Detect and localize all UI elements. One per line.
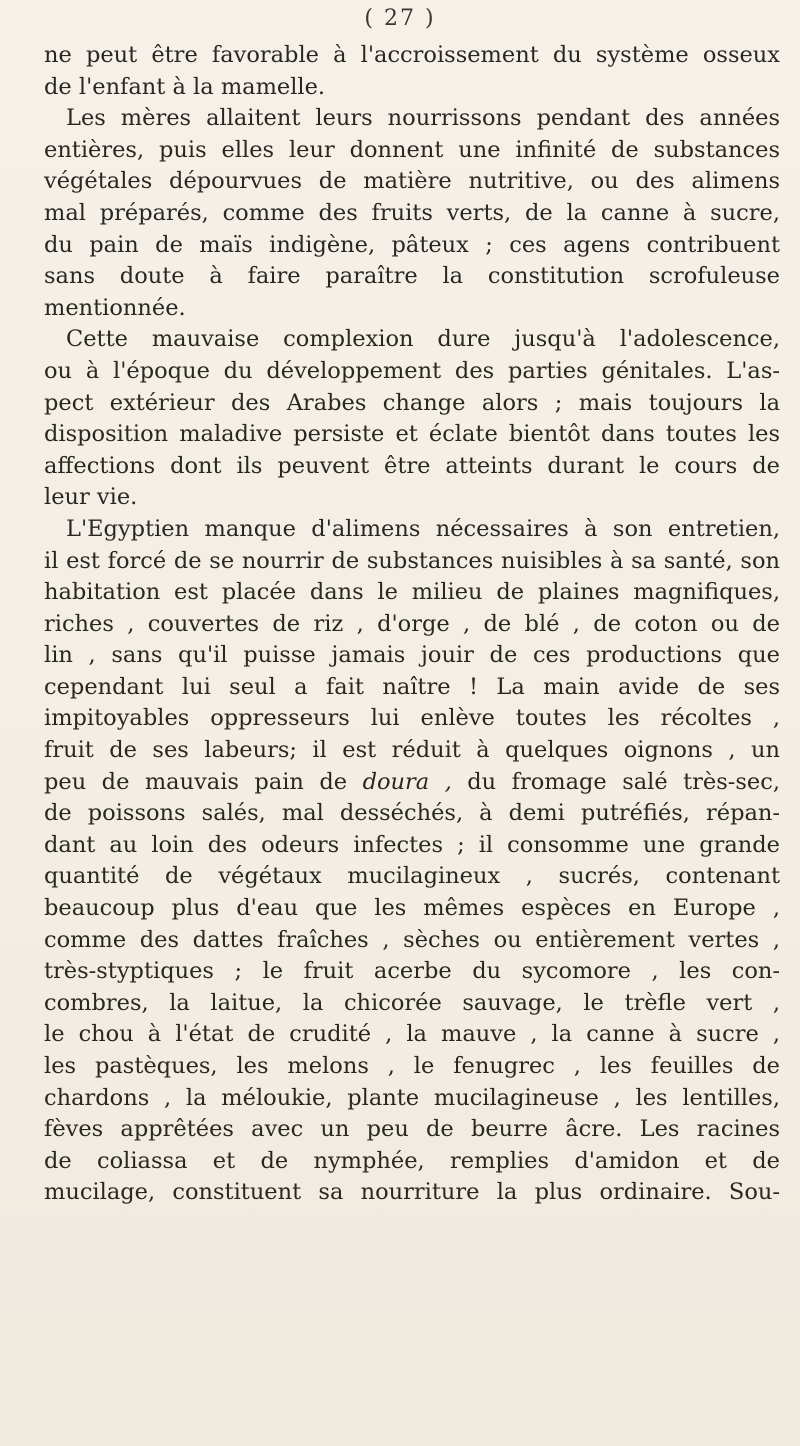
text-segment: peu de mauvais pain de (44, 768, 363, 795)
text-line: L'Egyptien manque d'alimens nécessaires à son entretien, (66, 515, 780, 542)
text-line: fèves apprêtées avec un peu de beurre âcre. Les racines (44, 1116, 780, 1143)
text-line: sans doute à faire paraître la constitution scrofuleuse (44, 263, 780, 290)
text-line: ou à l'époque du développement des parties génitales. L'as- (44, 357, 780, 384)
text-line: de coliassa et de nymphée, remplies d'amidon et de (44, 1147, 780, 1174)
text-line: très-styptiques ; le fruit acerbe du sycomore , les con- (44, 958, 780, 985)
text-line: quantité de végétaux mucilagineux , sucrés, contenant (44, 863, 780, 890)
text-line: chardons , la méloukie, plante mucilagineuse , les lentilles, (44, 1084, 780, 1111)
text-line: de poissons salés, mal desséchés, à demi putréfiés, répan- (44, 800, 780, 827)
text-line: Cette mauvaise complexion dure jusqu'à l'adolescence, (66, 326, 780, 353)
text-line (44, 767, 780, 799)
text-line: fruit de ses labeurs; il est réduit à quelques oignons , un (44, 737, 780, 764)
text-line: les pastèques, les melons , le fenugrec , les feuilles de (44, 1053, 780, 1079)
text-line: mucilage, constituent sa nourriture la plus ordinaire. Sou- (44, 1179, 780, 1206)
text-line: disposition maladive persiste et éclate bientôt dans toutes les (44, 421, 780, 448)
text-line: impitoyables oppresseurs lui enlève toutes les récoltes , (44, 705, 780, 732)
text-line: leur vie. (44, 484, 138, 511)
page-number: ( 27 ) (364, 6, 436, 31)
italic-term: doura , (362, 768, 452, 795)
body-text (44, 40, 780, 1209)
text-line: riches , couvertes de riz , d'orge , de blé , de coton ou de (44, 610, 780, 637)
text-line: mal préparés, comme des fruits verts, de la canne à sucre, (44, 199, 780, 226)
text-line: le chou à l'état de crudité , la mauve , la canne à sucre , (44, 1021, 780, 1048)
text-line: du pain de maïs indigène, pâteux ; ces agens contribuent (44, 231, 780, 258)
text-segment: du fromage salé très-sec, (451, 768, 780, 795)
text-line: beaucoup plus d'eau que les mêmes espèces en Europe , (44, 895, 780, 922)
text-line: pect extérieur des Arabes change alors ; mais toujours la (44, 389, 780, 416)
text-line: combres, la laitue, la chicorée sauvage, le trèfle vert , (44, 989, 780, 1016)
text-line: dant au loin des odeurs infectes ; il consomme une grande (44, 831, 780, 858)
text-line: comme des dattes fraîches , sèches ou entièrement vertes , (44, 926, 780, 953)
text-line: mentionnée. (44, 294, 186, 321)
text-line: il est forcé de se nourrir de substances nuisibles à sa santé, son (44, 547, 780, 574)
text-line: végétales dépourvues de matière nutritive, ou des alimens (44, 168, 780, 195)
text-line: Les mères allaitent leurs nourrissons pendant des années (66, 105, 780, 132)
text-line: affections dont ils peuvent être atteints durant le cours de (44, 452, 780, 479)
text-line: cependant lui seul a fait naître ! La main avide de ses (44, 673, 780, 700)
text-line: lin , sans qu'il puisse jamais jouir de ces productions que (44, 642, 780, 669)
text-line: habitation est placée dans le milieu de plaines magnifiques, (44, 579, 780, 606)
text-line: ne peut être favorable à l'accroissement du système osseux (44, 42, 780, 68)
text-line: entières, puis elles leur donnent une infinité de substances (44, 136, 780, 163)
text-line: de l'enfant à la mamelle. (44, 73, 326, 100)
